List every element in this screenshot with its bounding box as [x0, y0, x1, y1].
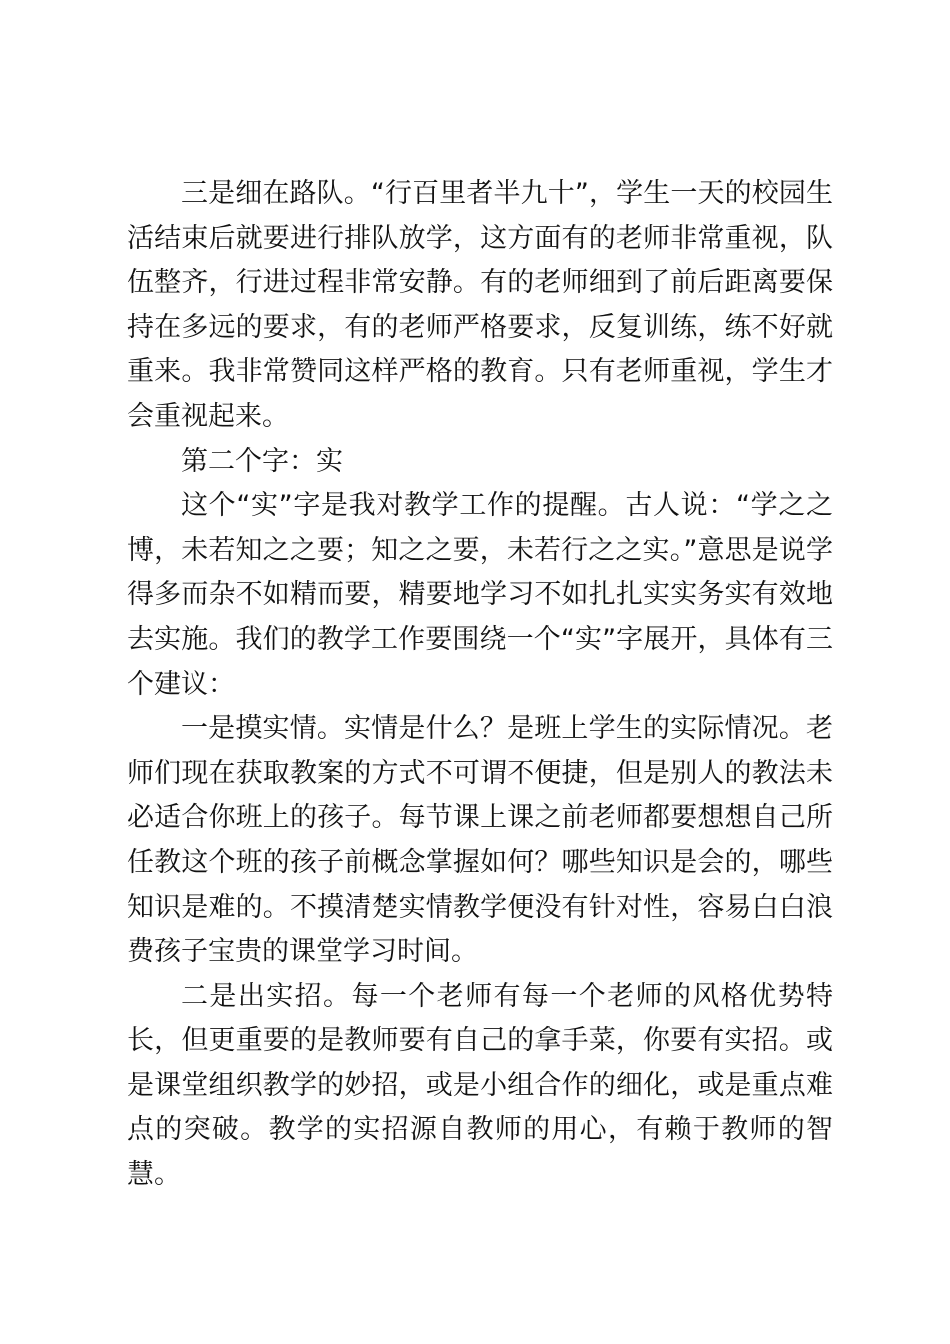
section-heading-shi: 第二个字：实 — [181, 445, 343, 477]
paragraph-practical-methods: 二是出实招。每一个老师有每一个老师的风格优势特长，但更重要的是教师要有自己的拿手菜，你要有实招。或是课堂组织教学的妙招，或是小组合作的细化，或是重点难点的突破。教学的实招源自教师的用心，有赖于教师的智慧。 — [127, 980, 833, 1191]
paragraph-road-team: 三是细在路队。“行百里者半九十”，学生一天的校园生活结束后就要进行排队放学，这方面有的老师非常重视，队伍整齐，行进过程非常安静。有的老师细到了前后距离要保持在多远的要求，有的老师严格要求，反复训练，练不好就重来。我非常赞同这样严格的教育。只有老师重视，学生才会重视起来。 — [127, 178, 833, 432]
document-body — [127, 172, 833, 1198]
paragraph-know-situation: 一是摸实情。实情是什么？是班上学生的实际情况。老师们现在获取教案的方式不可谓不便捷，但是别人的教法未必适合你班上的孩子。每节课上课之前老师都要想想自己所任教这个班的孩子前概念掌握如何？哪些知识是会的，哪些知识是难的。不摸清楚实情教学便没有针对性，容易白白浪费孩子宝贵的课堂学习时间。 — [127, 713, 833, 968]
paragraph-shi-intro: 这个“实”字是我对教学工作的提醒。古人说：“学之之博，未若知之之要；知之之要，未若行之之实。”意思是说学得多而杂不如精而要，精要地学习不如扎扎实实务实有效地去实施。我们的教学工作要围绕一个“实”字展开，具体有三个建议： — [127, 490, 833, 700]
